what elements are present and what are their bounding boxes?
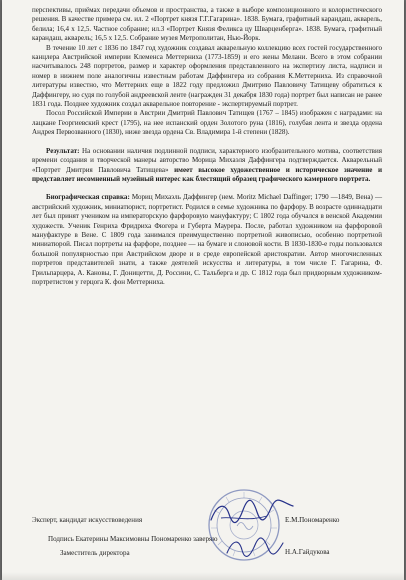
paragraph-biography	[32, 193, 382, 287]
biography-text: Мориц Михаэль Даффингер (нем. Moritz Michael Daffinger; 1790 —1849, Вена) — австрийский художник, миниатюрист, портретист. Родился в семье художника по фарфору. В возрасте одиннадцати лет был принят учеником на императорскую фарфоровую мануфактуру; С 1802 года обучался в венской Академии художеств. Ученик Генриха Фридриха Фюгера и Губерта Маурера. После, работал художником на фарфоровой мануфактуре в Вене. С 1809 года занимался преимущественно портретной живописью, особенно портретной миниатюрой. Писал портреты на фарфоре, позднее — на бумаге и слоновой кости. В 1830-1830-е годы пользовался большой популярностью при Австрийском дворе и в среде европейской аристократии. Автор многочисленных портретов представителей знати, а также деятелей искусства и литературы, в том числе Г. Гагарина, Ф. Грильпарцера, А. Кановы, Г. Доницетти, Д. Россини, С. Тальберга и др. С 1812 года был придворным художником-портретистом у герцога К. фон Меттерниха.	[32, 193, 382, 286]
deputy-signature	[224, 535, 286, 561]
paragraph-result	[32, 147, 382, 185]
paragraph-awards: Посол Российской Империи в Австрии Дмитрий Павлович Татищев (1767 – 1845) изображен с наградами: на лацкане Георгиевский крест (1795), на нее испанский орден Золотого руна (1816), голубая лента и звезда ордена Андрея Первозванного (1830), ниже звезда ордена Св. Владимира 1-й степени (1828).	[32, 109, 382, 137]
page-bottom-shadow	[2, 572, 404, 580]
result-text: На основании наличия подлинной подписи, характерного изобразительного мотива, соответствия времени создания и творческой манеры авторство Морица Михаэля Даффингера подтверждается. Акварельный «Портрет Дмитрия Павловича Татищева»	[32, 146, 382, 174]
document-page	[2, 0, 404, 580]
biography-label: Биографическая справка:	[46, 193, 130, 202]
paragraph-metternich-collection: В течение 10 лет с 1836 по 1847 год художник создавал акварельную коллекцию всех гостей государственного канцлера Австрийской империи Клеменса Меттерниха (1773-1859) и его жены Мелани. Всего в этом собрании насчитывалось 248 портретов, размер и характер оформления представленного на экспертизу листа, надписи и номер в нижнем поле аналогичны известным работам Даффингера из собрания К.Меттерниха. Из справочной литературы известно, что Меттерних еще в 1822 году предложил Дмитрию Павловичу Татищеву обратиться к Даффингеру, но судя по голубой андреевской ленте (награжден 31 декабря 1830 года) портрет был написан не ранее 1831 года. Позднее художник создал акварельное повторение - экспертируемый портрет.	[32, 43, 382, 109]
expert-name: Е.М.Пономаренко	[285, 516, 340, 524]
paragraph-comparison: перспективы, приёмах передачи объемов и пространства, а также в выборе композиционного и колористического решения. В качестве примера см. ил. 2 «Портрет князя Г.Г.Гагарина». 1838. Бумага, графитный карандаш, акварель, белила; 16,4 х 12,5. Частное собрание; ил.3 «Портрет Князя Феликса цу Шварценберга». 1838. Бумага, графитный карандаш, акварель; 16,5 х 12,5. Собрание музея Метрополитан, Нью-Йорк.	[32, 6, 382, 43]
deputy-name: Н.А.Гайдукова	[285, 548, 330, 556]
deputy-role: Заместитель директора	[60, 549, 130, 557]
expert-signature	[207, 496, 297, 528]
document-body	[32, 6, 382, 287]
result-label: Результат:	[46, 146, 80, 155]
result-conclusion: имеет высокое художественное и историческое значение и представляет несомненный музейный интерес как блестящий образец графического камерного портрета.	[32, 165, 383, 183]
certification-line: Подпись Екатерины Максимовны Пономаренко заверяю	[48, 535, 218, 543]
expert-role: Эксперт, кандидат искусствоведения	[32, 516, 143, 524]
